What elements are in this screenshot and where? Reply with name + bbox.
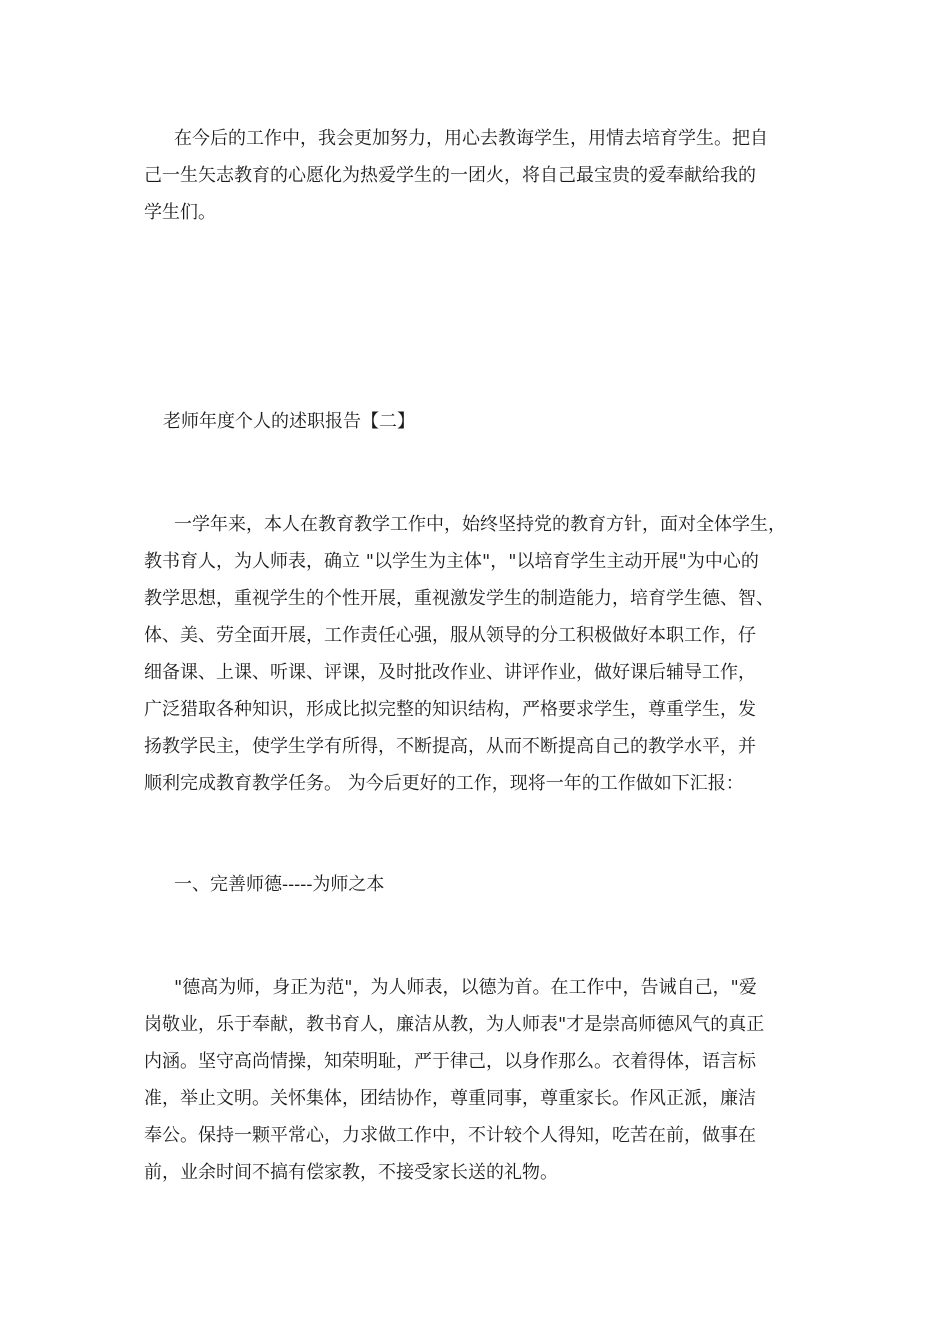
paragraph-line: 一学年来，本人在教育教学工作中，始终坚持党的教育方针，面对全体学生， (174, 514, 786, 535)
paragraph-intro (144, 506, 824, 802)
paragraph-line: 细备课、上课、听课、评课，及时批改作业、讲评作业，做好课后辅导工作， (144, 662, 756, 683)
paragraph-line: 学生们。 (144, 202, 216, 223)
paragraph-line: "德高为师，身正为范"，为人师表，以德为首。在工作中，告诫自己，"爱 (174, 977, 757, 998)
paragraph-line: 岗敬业，乐于奉献，教书育人，廉洁从教，为人师表"才是崇高师德风气的真正 (144, 1014, 765, 1035)
paragraph-line: 内涵。坚守高尚情操，知荣明耻，严于律己，以身作那么。衣着得体，语言标 (144, 1051, 756, 1072)
paragraph-line: 在今后的工作中，我会更加努力，用心去教诲学生，用情去培育学生。把自 (174, 128, 768, 149)
paragraph-line: 奉公。保持一颗平常心，力求做工作中，不计较个人得知，吃苦在前，做事在 (144, 1125, 756, 1146)
paragraph-line: 广泛猎取各种知识，形成比拟完整的知识结构，严格要求学生，尊重学生，发 (144, 699, 756, 720)
section-title: 老师年度个人的述职报告【二】 (163, 411, 415, 432)
paragraph-line: 扬教学民主，使学生学有所得，不断提高，从而不断提高自己的教学水平，并 (144, 736, 756, 757)
paragraph-line: 体、美、劳全面开展，工作责任心强，服从领导的分工积极做好本职工作，仔 (144, 625, 756, 646)
paragraph-line: 教学思想，重视学生的个性开展，重视激发学生的制造能力，培育学生德、智、 (144, 588, 774, 609)
paragraph-line: 准，举止文明。关怀集体，团结协作，尊重同事，尊重家长。作风正派，廉洁 (144, 1088, 756, 1109)
paragraph-line: 己一生矢志教育的心愿化为热爱学生的一团火，将自己最宝贵的爱奉献给我的 (144, 165, 756, 186)
paragraph-line: 教书育人，为人师表，确立 "以学生为主体"，"以培育学生主动开展"为中心的 (144, 551, 759, 572)
paragraph-line: 顺利完成教育教学任务。 为今后更好的工作，现将一年的工作做如下汇报： (144, 773, 744, 794)
paragraph-closing (144, 120, 824, 231)
subsection-heading: 一、完善师德-----为师之本 (174, 874, 385, 895)
paragraph-line: 前，业余时间不搞有偿家教，不接受家长送的礼物。 (144, 1162, 558, 1183)
paragraph-ethics (144, 969, 824, 1191)
